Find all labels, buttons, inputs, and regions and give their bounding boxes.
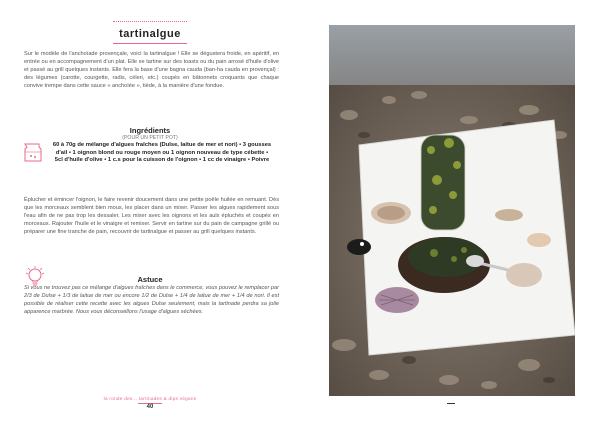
title-underline (113, 43, 187, 44)
jar-icon (20, 138, 46, 164)
ingredients-list: 60 à 70g de mélange d'algues fraîches (Dulse, laitue de mer et nori) • 3 gousses d'ail • 1 oignon blond ou rouge moyen ou 1 oignon nouveau de type cébette • 5cl d'huile d'olive • 1 c.s pour la cuisson de l'oignon • 1 cc de vinaigre • Poivre (52, 142, 272, 164)
ingredients-subheading: (POUR UN PETIT POT) (122, 135, 178, 141)
food-photo (329, 25, 575, 396)
right-page-mark (447, 403, 455, 404)
astuce-paragraph: Si vous ne trouvez pas ce mélange d'algues fraîches dans le commerce, vous pouvez le remplacer par 2/3 de Dulse + 1/3 de laitue de mer ou encore 1/2 de Dulse + 1/4 de laitue de mer + 1/4 de nori. Il est possible de réaliser cette recette avec les algues Dulse seulement, mais la tartinade perdra sa jolie apparence marbrée. Nous vous déconseillons l'usage d'algues séchées. (24, 285, 279, 315)
ingredients-heading: Ingrédients (129, 126, 171, 135)
food-photo-illustration (329, 25, 575, 396)
method-paragraph: Éplucher et émincer l'oignon, le faire revenir doucement dans une petite poêle huilée en remuant. Dès que les morceaux semblent bien mous, les placer dans un mixer. Passer les algues rapidement sous l'eau afin de ne pas trop les dessaler. Les mixer avec les oignons et les aulx épluchés et coupés en morceaux. Rajouter l'huile et le vinaigre et remixer. Servir en tartine sur du pain de campagne grillé ou préparer une fine tranche de pain, recouvrir de tartinalgue et passer au grill quelques instants. (24, 197, 279, 235)
intro-paragraph: Sur le modèle de l'anchoïade provençale, voici la tartinalgue ! Elle se dégustera froide, en apéritif, en entrée ou en accompagnement d'un plat. Elle se tartine sur des toasts ou du pain arrosé d'huile d'olive et passé au grill quelques instants. Elle fera la base d'une bagna cauda (ban-ha cauda en provençal) : des légumes (carotte, courgette, radis, céleri, etc.) coupés en bâtonnets croquants que chaque convive trempe dans cette sauce « anchoïée », tiède, à la manière d'une fondue. (24, 51, 279, 89)
recipe-title: tartinalgue (119, 28, 181, 40)
title-top-rule (113, 21, 187, 22)
running-title: la ronde des... tartinades & dips végans (103, 396, 197, 401)
page-number: 40 (146, 404, 154, 410)
astuce-heading: Astuce (137, 275, 163, 284)
